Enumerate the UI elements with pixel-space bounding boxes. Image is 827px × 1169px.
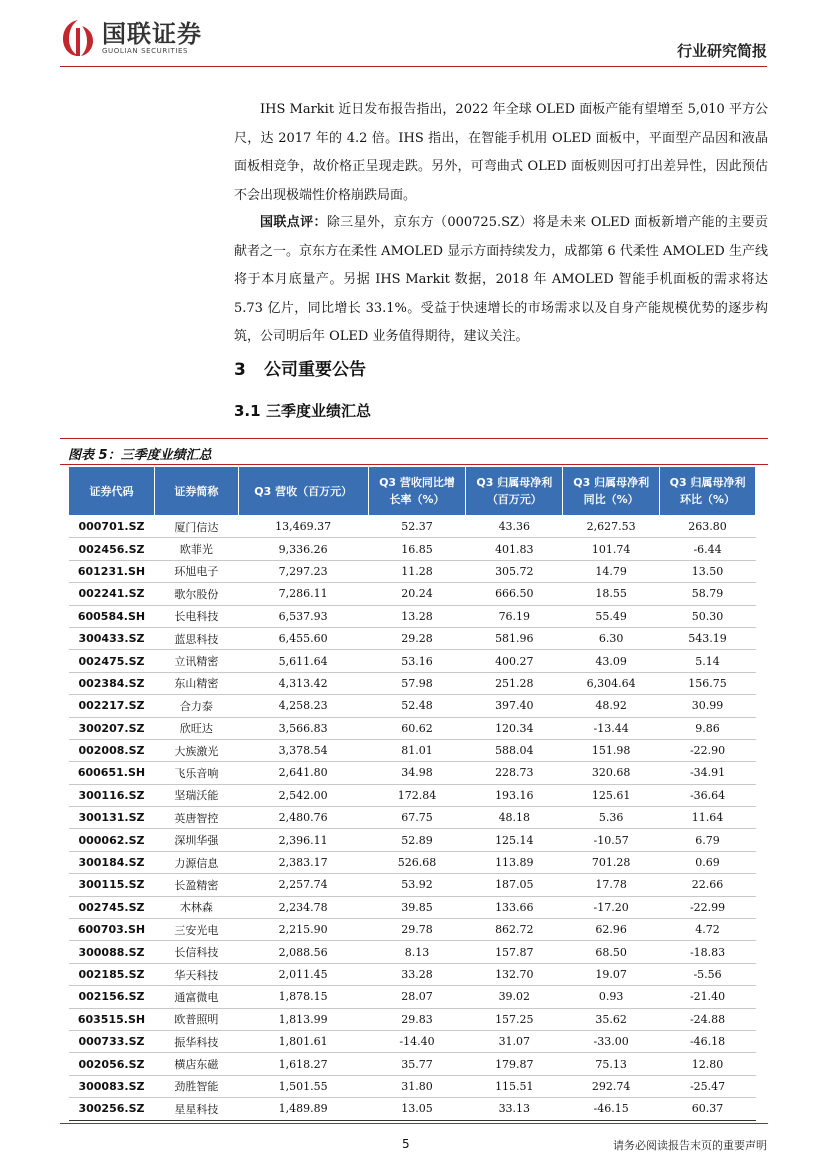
section-heading	[234, 355, 366, 380]
stock-code-cell: 002056.SZ	[69, 1053, 155, 1075]
subsection-heading	[234, 400, 371, 421]
value-cell: 6,304.64	[563, 672, 660, 694]
value-cell: 16.85	[368, 538, 466, 560]
value-cell: 81.01	[368, 739, 466, 761]
table-header-row	[69, 467, 756, 516]
value-cell: 62.96	[563, 919, 660, 941]
stock-code-cell: 002745.SZ	[69, 896, 155, 918]
stock-name-cell: 坚瑞沃能	[154, 784, 238, 806]
table-row	[69, 941, 756, 963]
stock-code-cell: 600584.SH	[69, 605, 155, 627]
value-cell: -24.88	[660, 1008, 756, 1030]
table-row	[69, 1053, 756, 1075]
column-header-line: 证券简称	[174, 484, 219, 498]
value-cell: 57.98	[368, 672, 466, 694]
value-cell: -14.40	[368, 1030, 466, 1052]
value-cell: 193.16	[466, 784, 563, 806]
page-header	[0, 0, 827, 72]
value-cell: -22.90	[660, 739, 756, 761]
value-cell: 2,627.53	[563, 516, 660, 538]
value-cell: 7,286.11	[238, 583, 368, 605]
column-header-line: 同比（%）	[583, 493, 639, 506]
stock-name-cell: 立讯精密	[154, 650, 238, 672]
value-cell: 1,501.55	[238, 1075, 368, 1097]
column-header-line: 长率（%）	[389, 493, 445, 506]
value-cell: 13.05	[368, 1098, 466, 1120]
value-cell: 401.83	[466, 538, 563, 560]
value-cell: -18.83	[660, 941, 756, 963]
value-cell: 76.19	[466, 605, 563, 627]
table-row	[69, 672, 756, 694]
value-cell: -6.44	[660, 538, 756, 560]
value-cell: 132.70	[466, 963, 563, 985]
stock-code-cell: 002456.SZ	[69, 538, 155, 560]
value-cell: 55.49	[563, 605, 660, 627]
value-cell: -22.99	[660, 896, 756, 918]
stock-name-cell: 横店东磁	[154, 1053, 238, 1075]
logo-icon	[60, 18, 96, 58]
stock-code-cell: 603515.SH	[69, 1008, 155, 1030]
stock-name-cell: 歌尔股份	[154, 583, 238, 605]
value-cell: -46.18	[660, 1030, 756, 1052]
table-row	[69, 560, 756, 582]
value-cell: 305.72	[466, 560, 563, 582]
table-row	[69, 874, 756, 896]
stock-name-cell: 三安光电	[154, 919, 238, 941]
section-number: 3	[234, 360, 246, 380]
value-cell: 3,566.83	[238, 717, 368, 739]
value-cell: 60.37	[660, 1098, 756, 1120]
column-header	[660, 467, 756, 516]
value-cell: 13.28	[368, 605, 466, 627]
stock-code-cell: 002384.SZ	[69, 672, 155, 694]
value-cell: 133.66	[466, 896, 563, 918]
value-cell: 179.87	[466, 1053, 563, 1075]
stock-code-cell: 600703.SH	[69, 919, 155, 941]
table-row	[69, 963, 756, 985]
stock-name-cell: 长盈精密	[154, 874, 238, 896]
stock-name-cell: 环旭电子	[154, 560, 238, 582]
value-cell: 48.92	[563, 695, 660, 717]
value-cell: 52.48	[368, 695, 466, 717]
table-row	[69, 605, 756, 627]
table-row	[69, 627, 756, 649]
stock-code-cell: 002008.SZ	[69, 739, 155, 761]
table-row	[69, 919, 756, 941]
table-row	[69, 1075, 756, 1097]
value-cell: 666.50	[466, 583, 563, 605]
stock-name-cell: 振华科技	[154, 1030, 238, 1052]
value-cell: 43.09	[563, 650, 660, 672]
section-title: 公司重要公告	[264, 360, 366, 380]
value-cell: 0.93	[563, 986, 660, 1008]
value-cell: 52.37	[368, 516, 466, 538]
value-cell: 48.18	[466, 807, 563, 829]
column-header	[238, 467, 368, 516]
table-row	[69, 784, 756, 806]
value-cell: 22.66	[660, 874, 756, 896]
value-cell: 30.99	[660, 695, 756, 717]
table-row	[69, 717, 756, 739]
value-cell: 6,537.93	[238, 605, 368, 627]
stock-name-cell: 大族激光	[154, 739, 238, 761]
value-cell: 2,542.00	[238, 784, 368, 806]
stock-code-cell: 601231.SH	[69, 560, 155, 582]
value-cell: -13.44	[563, 717, 660, 739]
value-cell: 68.50	[563, 941, 660, 963]
value-cell: 2,088.56	[238, 941, 368, 963]
value-cell: 125.61	[563, 784, 660, 806]
value-cell: 12.80	[660, 1053, 756, 1075]
stock-code-cell: 300131.SZ	[69, 807, 155, 829]
value-cell: -17.20	[563, 896, 660, 918]
value-cell: 75.13	[563, 1053, 660, 1075]
value-cell: 2,480.76	[238, 807, 368, 829]
stock-name-cell: 木林森	[154, 896, 238, 918]
value-cell: 7,297.23	[238, 560, 368, 582]
value-cell: 53.92	[368, 874, 466, 896]
value-cell: 5.36	[563, 807, 660, 829]
stock-name-cell: 合力泰	[154, 695, 238, 717]
value-cell: 113.89	[466, 851, 563, 873]
value-cell: 263.80	[660, 516, 756, 538]
stock-name-cell: 欧菲光	[154, 538, 238, 560]
value-cell: 52.89	[368, 829, 466, 851]
value-cell: 4,258.23	[238, 695, 368, 717]
table-row	[69, 650, 756, 672]
body-paragraph-2	[234, 209, 768, 352]
stock-name-cell: 飞乐音响	[154, 762, 238, 784]
stock-name-cell: 劲胜智能	[154, 1075, 238, 1097]
value-cell: -5.56	[660, 963, 756, 985]
stock-name-cell: 英唐智控	[154, 807, 238, 829]
value-cell: 29.83	[368, 1008, 466, 1030]
earnings-table	[68, 466, 756, 1121]
column-header	[466, 467, 563, 516]
commentary-lead: 国联点评：	[260, 215, 327, 230]
value-cell: -34.91	[660, 762, 756, 784]
stock-code-cell: 002217.SZ	[69, 695, 155, 717]
value-cell: 151.98	[563, 739, 660, 761]
column-header-line: Q3 归属母净利	[476, 476, 553, 489]
table-row	[69, 739, 756, 761]
stock-name-cell: 厦门信达	[154, 516, 238, 538]
value-cell: -33.00	[563, 1030, 660, 1052]
value-cell: 543.19	[660, 627, 756, 649]
value-cell: 31.80	[368, 1075, 466, 1097]
value-cell: 58.79	[660, 583, 756, 605]
logo-english-name: GUOLIAN SECURITIES	[102, 47, 189, 55]
value-cell: 2,383.17	[238, 851, 368, 873]
value-cell: 11.28	[368, 560, 466, 582]
footer-divider	[60, 1123, 768, 1124]
column-header	[154, 467, 238, 516]
value-cell: 8.13	[368, 941, 466, 963]
stock-code-cell: 002185.SZ	[69, 963, 155, 985]
subsection-title: 三季度业绩汇总	[266, 402, 372, 420]
table-row	[69, 807, 756, 829]
page-number: 5	[402, 1137, 410, 1151]
table-row	[69, 986, 756, 1008]
column-header-line: 环比（%）	[680, 493, 736, 506]
value-cell: 397.40	[466, 695, 563, 717]
stock-code-cell: 300083.SZ	[69, 1075, 155, 1097]
stock-code-cell: 300207.SZ	[69, 717, 155, 739]
stock-code-cell: 000733.SZ	[69, 1030, 155, 1052]
stock-code-cell: 002156.SZ	[69, 986, 155, 1008]
stock-name-cell: 深圳华强	[154, 829, 238, 851]
value-cell: 1,801.61	[238, 1030, 368, 1052]
value-cell: 1,618.27	[238, 1053, 368, 1075]
value-cell: 187.05	[466, 874, 563, 896]
value-cell: 701.28	[563, 851, 660, 873]
company-logo	[60, 18, 202, 58]
value-cell: 251.28	[466, 672, 563, 694]
stock-name-cell: 蓝思科技	[154, 627, 238, 649]
value-cell: 6.79	[660, 829, 756, 851]
value-cell: 39.85	[368, 896, 466, 918]
column-header-line: Q3 归属母净利	[573, 476, 650, 489]
value-cell: 11.64	[660, 807, 756, 829]
column-header-line: Q3 归属母净利	[669, 476, 746, 489]
stock-name-cell: 力源信息	[154, 851, 238, 873]
stock-code-cell: 002241.SZ	[69, 583, 155, 605]
value-cell: 67.75	[368, 807, 466, 829]
value-cell: 2,215.90	[238, 919, 368, 941]
value-cell: 18.55	[563, 583, 660, 605]
value-cell: -10.57	[563, 829, 660, 851]
value-cell: 39.02	[466, 986, 563, 1008]
value-cell: 13,469.37	[238, 516, 368, 538]
value-cell: 157.25	[466, 1008, 563, 1030]
value-cell: 862.72	[466, 919, 563, 941]
report-type-label: 行业研究简报	[676, 42, 767, 60]
value-cell: 1,878.15	[238, 986, 368, 1008]
stock-name-cell: 东山精密	[154, 672, 238, 694]
value-cell: 156.75	[660, 672, 756, 694]
value-cell: 120.34	[466, 717, 563, 739]
value-cell: 2,641.80	[238, 762, 368, 784]
body-paragraph-1	[234, 96, 768, 210]
value-cell: 5.14	[660, 650, 756, 672]
value-cell: 1,489.89	[238, 1098, 368, 1120]
value-cell: 4,313.42	[238, 672, 368, 694]
disclaimer-text: 请务必阅读报告末页的重要声明	[613, 1139, 767, 1152]
caption-top-rule	[60, 438, 768, 439]
value-cell: 400.27	[466, 650, 563, 672]
value-cell: 292.74	[563, 1075, 660, 1097]
value-cell: 2,257.74	[238, 874, 368, 896]
value-cell: 29.28	[368, 627, 466, 649]
stock-code-cell: 300115.SZ	[69, 874, 155, 896]
stock-code-cell: 000062.SZ	[69, 829, 155, 851]
value-cell: 228.73	[466, 762, 563, 784]
value-cell: 0.69	[660, 851, 756, 873]
value-cell: 35.77	[368, 1053, 466, 1075]
paragraph-text: IHS Markit 近日发布报告指出，2022 年全球 OLED 面板产能有望增至 5,010 平方公尺，达 2017 年的 4.2 倍。IHS 指出，在智能手机用 OLED 面板中，平面型产品因和液晶面板相竞争，故价格正呈现走跌。另外，可弯曲式 OLED 面板则因可打出差异性，因此预估不会出现极端性价格崩跌局面。	[234, 102, 768, 203]
value-cell: 115.51	[466, 1075, 563, 1097]
stock-name-cell: 长电科技	[154, 605, 238, 627]
stock-code-cell: 002475.SZ	[69, 650, 155, 672]
value-cell: 19.07	[563, 963, 660, 985]
stock-name-cell: 长信科技	[154, 941, 238, 963]
value-cell: 33.13	[466, 1098, 563, 1120]
value-cell: 9.86	[660, 717, 756, 739]
value-cell: 588.04	[466, 739, 563, 761]
stock-code-cell: 300116.SZ	[69, 784, 155, 806]
value-cell: 6,455.60	[238, 627, 368, 649]
value-cell: 581.96	[466, 627, 563, 649]
column-header-line: 证券代码	[89, 484, 134, 498]
table-row	[69, 896, 756, 918]
value-cell: 53.16	[368, 650, 466, 672]
paragraph-text: 除三星外，京东方（000725.SZ）将是未来 OLED 面板新增产能的主要贡献者之一。京东方在柔性 AMOLED 显示方面持续发力，成都第 6 代柔性 AMOLED 生产线将于本月底量产。另据 IHS Markit 数据，2018 年 AMOLED 智能手机面板的需求将达 5.73 亿片，同比增长 33.1%。受益于快速增长的市场需求以及自身产能规模优势的逐步构筑，公司明后年 OLED 业务值得期待，建议关注。	[234, 215, 768, 344]
column-header	[69, 467, 155, 516]
stock-name-cell: 欣旺达	[154, 717, 238, 739]
value-cell: 29.78	[368, 919, 466, 941]
value-cell: 172.84	[368, 784, 466, 806]
stock-code-cell: 600651.SH	[69, 762, 155, 784]
value-cell: 14.79	[563, 560, 660, 582]
table-row	[69, 583, 756, 605]
stock-code-cell: 300256.SZ	[69, 1098, 155, 1120]
value-cell: 43.36	[466, 516, 563, 538]
value-cell: 28.07	[368, 986, 466, 1008]
table-row	[69, 762, 756, 784]
stock-code-cell: 300184.SZ	[69, 851, 155, 873]
value-cell: 13.50	[660, 560, 756, 582]
value-cell: 2,011.45	[238, 963, 368, 985]
value-cell: 6.30	[563, 627, 660, 649]
value-cell: 157.87	[466, 941, 563, 963]
value-cell: -21.40	[660, 986, 756, 1008]
column-header-line: Q3 营收（百万元）	[254, 484, 353, 498]
logo-chinese-name: 国联证券	[102, 20, 202, 48]
value-cell: 2,234.78	[238, 896, 368, 918]
stock-code-cell: 000701.SZ	[69, 516, 155, 538]
stock-code-cell: 300433.SZ	[69, 627, 155, 649]
value-cell: 4.72	[660, 919, 756, 941]
value-cell: 34.98	[368, 762, 466, 784]
value-cell: 60.62	[368, 717, 466, 739]
table-row	[69, 1030, 756, 1052]
table-row	[69, 1008, 756, 1030]
value-cell: 320.68	[563, 762, 660, 784]
value-cell: 31.07	[466, 1030, 563, 1052]
stock-code-cell: 300088.SZ	[69, 941, 155, 963]
stock-name-cell: 欧普照明	[154, 1008, 238, 1030]
value-cell: 1,813.99	[238, 1008, 368, 1030]
value-cell: 33.28	[368, 963, 466, 985]
table-row	[69, 829, 756, 851]
stock-name-cell: 华天科技	[154, 963, 238, 985]
table-row	[69, 851, 756, 873]
value-cell: -25.47	[660, 1075, 756, 1097]
value-cell: -36.64	[660, 784, 756, 806]
value-cell: 125.14	[466, 829, 563, 851]
table-caption: 图表 5：三季度业绩汇总	[68, 448, 212, 463]
column-header	[368, 467, 466, 516]
table-body	[69, 516, 756, 1121]
subsection-number: 3.1	[234, 402, 261, 420]
stock-name-cell: 通富微电	[154, 986, 238, 1008]
value-cell: 101.74	[563, 538, 660, 560]
column-header-line: （百万元）	[486, 493, 542, 506]
value-cell: 17.78	[563, 874, 660, 896]
value-cell: 3,378.54	[238, 739, 368, 761]
table-row	[69, 538, 756, 560]
value-cell: 9,336.26	[238, 538, 368, 560]
header-divider	[60, 66, 767, 67]
value-cell: 50.30	[660, 605, 756, 627]
value-cell: -46.15	[563, 1098, 660, 1120]
value-cell: 35.62	[563, 1008, 660, 1030]
value-cell: 2,396.11	[238, 829, 368, 851]
value-cell: 5,611.64	[238, 650, 368, 672]
table-row	[69, 516, 756, 538]
table-row	[69, 1098, 756, 1120]
column-header-line: Q3 营收同比增	[379, 476, 455, 489]
table-row	[69, 695, 756, 717]
stock-name-cell: 星星科技	[154, 1098, 238, 1120]
value-cell: 20.24	[368, 583, 466, 605]
value-cell: 526.68	[368, 851, 466, 873]
column-header	[563, 467, 660, 516]
caption-bottom-rule	[60, 464, 768, 465]
